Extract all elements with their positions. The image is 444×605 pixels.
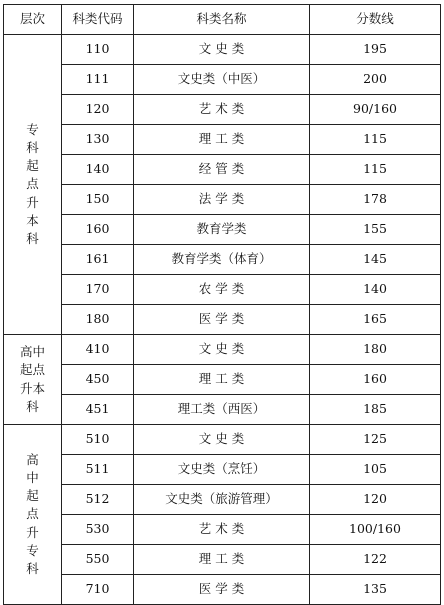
table-row (4, 455, 441, 485)
code-cell: 150 (62, 185, 134, 215)
name-cell: 医 学 类 (134, 305, 310, 335)
table-row (4, 485, 441, 515)
table-body (4, 35, 441, 605)
table-row (4, 185, 441, 215)
name-cell: 教育学类（体育） (134, 245, 310, 275)
score-cell: 145 (310, 245, 441, 275)
score-cell: 122 (310, 545, 441, 575)
code-cell: 110 (62, 35, 134, 65)
code-cell: 450 (62, 365, 134, 395)
code-cell: 180 (62, 305, 134, 335)
name-cell: 文史类（中医） (134, 65, 310, 95)
table-row (4, 305, 441, 335)
code-cell: 111 (62, 65, 134, 95)
header-row (4, 5, 441, 35)
code-cell: 160 (62, 215, 134, 245)
table-row (4, 575, 441, 605)
score-cell: 125 (310, 425, 441, 455)
level-cell (4, 425, 62, 605)
table-row (4, 545, 441, 575)
code-cell: 710 (62, 575, 134, 605)
table-row (4, 425, 441, 455)
code-cell: 511 (62, 455, 134, 485)
code-cell: 140 (62, 155, 134, 185)
score-cell: 185 (310, 395, 441, 425)
table-row (4, 335, 441, 365)
table-row (4, 95, 441, 125)
level-label: 高 中 起 点 升 专 科 (26, 452, 39, 576)
score-cell: 120 (310, 485, 441, 515)
name-cell: 文 史 类 (134, 35, 310, 65)
name-cell: 艺 术 类 (134, 515, 310, 545)
name-cell: 农 学 类 (134, 275, 310, 305)
table-row (4, 125, 441, 155)
name-cell: 文 史 类 (134, 335, 310, 365)
level-cell (4, 335, 62, 425)
code-cell: 130 (62, 125, 134, 155)
code-cell: 512 (62, 485, 134, 515)
table-row (4, 155, 441, 185)
table-row (4, 35, 441, 65)
score-cell: 135 (310, 575, 441, 605)
name-cell: 艺 术 类 (134, 95, 310, 125)
name-cell: 理 工 类 (134, 125, 310, 155)
header-name: 科类名称 (134, 5, 310, 35)
code-cell: 550 (62, 545, 134, 575)
level-label: 高中 起点 升本 科 (19, 344, 45, 414)
table-row (4, 365, 441, 395)
score-cell: 90/160 (310, 95, 441, 125)
score-cell: 115 (310, 125, 441, 155)
code-cell: 451 (62, 395, 134, 425)
score-table (3, 4, 441, 605)
score-cell: 140 (310, 275, 441, 305)
score-cell: 115 (310, 155, 441, 185)
score-cell: 100/160 (310, 515, 441, 545)
table-row (4, 245, 441, 275)
score-cell: 178 (310, 185, 441, 215)
table-row (4, 395, 441, 425)
code-cell: 530 (62, 515, 134, 545)
score-cell: 105 (310, 455, 441, 485)
table-row (4, 515, 441, 545)
code-cell: 170 (62, 275, 134, 305)
table-row (4, 65, 441, 95)
name-cell: 教育学类 (134, 215, 310, 245)
level-cell (4, 35, 62, 335)
header-score: 分数线 (310, 5, 441, 35)
name-cell: 法 学 类 (134, 185, 310, 215)
name-cell: 文史类（旅游管理） (134, 485, 310, 515)
score-cell: 180 (310, 335, 441, 365)
score-cell: 200 (310, 65, 441, 95)
name-cell: 理 工 类 (134, 365, 310, 395)
name-cell: 文 史 类 (134, 425, 310, 455)
name-cell: 经 管 类 (134, 155, 310, 185)
score-cell: 160 (310, 365, 441, 395)
name-cell: 理 工 类 (134, 545, 310, 575)
score-cell: 155 (310, 215, 441, 245)
table-header (4, 5, 441, 35)
table-row (4, 275, 441, 305)
code-cell: 161 (62, 245, 134, 275)
table-row (4, 215, 441, 245)
code-cell: 510 (62, 425, 134, 455)
name-cell: 医 学 类 (134, 575, 310, 605)
header-level: 层次 (4, 5, 62, 35)
level-label: 专 科 起 点 升 本 科 (26, 122, 39, 246)
header-code: 科类代码 (62, 5, 134, 35)
score-cell: 195 (310, 35, 441, 65)
name-cell: 理工类（西医） (134, 395, 310, 425)
score-cell: 165 (310, 305, 441, 335)
name-cell: 文史类（烹饪） (134, 455, 310, 485)
code-cell: 410 (62, 335, 134, 365)
code-cell: 120 (62, 95, 134, 125)
